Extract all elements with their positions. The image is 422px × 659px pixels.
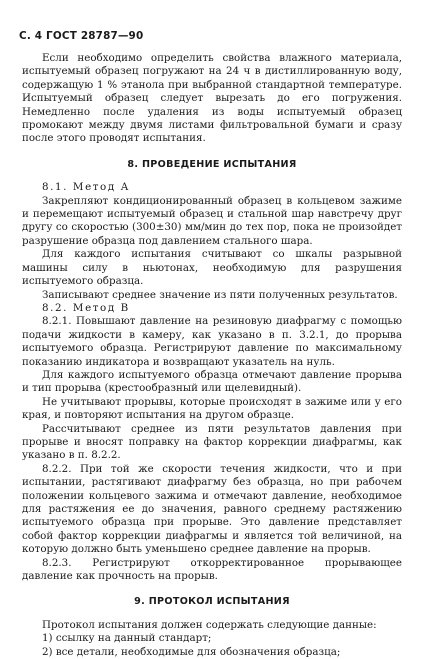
method-a-heading: 8.1. Метод А	[42, 181, 131, 194]
list-item: 1) ссылку на данный стандарт;	[42, 632, 212, 645]
paragraph-method-a-average: Записывают среднее значение из пяти полученных результатов.	[42, 288, 398, 301]
paragraph-method-a-procedure: Закрепляют кондиционированный образец в кольцевом зажиме и перемещают испытуемый образец и стальной шар навстречу друг другу со скоростью (300±30) мм/мин до тех пор, пока не произойдет разрушение образца под давлением стального шара.	[22, 194, 402, 247]
paragraph-method-a-reading: Для каждого испытания считывают со шкалы разрывной машины силу в ньютонах, необходимую для разрушения испытуемого образца.	[22, 248, 402, 288]
method-b-heading: 8.2. Метод В	[42, 301, 130, 314]
paragraph-protocol-intro: Протокол испытания должен содержать следующие данные:	[42, 618, 377, 631]
paragraph-average-correction: Рассчитывают среднее из пяти результатов давления при прорыве и вносят поправку на фактор коррекции диафрагмы, как указано в п. 8.2.2.	[22, 422, 402, 462]
paragraph-8-2-2: 8.2.2. При той же скорости течения жидкости, что и при испытании, растягивают диафрагму без образца, но при рабочем положении кольцевого зажима и отмечают давление, необходимое для растяжения ее до значения, равного среднему растяжению испытуемого образца при прорыве. Это давление представляет собой фактор коррекции диафрагмы и является той величиной, на которую должно быть уменьшено среднее давление на прорыв.	[22, 462, 402, 556]
paragraph-ignore-clamp-bursts: Не учитывают прорывы, которые происходят в зажиме или у его края, и повторяют испытания на другом образце.	[22, 395, 402, 422]
paragraph-wet-test: Если необходимо определить свойства влажного материала, испытуемый образец погружают на 24 ч в дистиллированную воду, содержащую 1 % этанола при выбранной стандартной температуре. Испытуемый образец следует вырезать до его погружения. Немедленно после удаления из воды испытуемый образец промокают между двумя листами фильтровальной бумаги и сразу после этого проводят испытания.	[22, 52, 402, 145]
section-8-title: 8. ПРОВЕДЕНИЕ ИСПЫТАНИЯ	[127, 158, 297, 170]
paragraph-8-2-1: 8.2.1. Повышают давление на резиновую диафрагму с помощью подачи жидкости в камеру, как указано в п. 3.2.1, до прорыва испытуемого образца. Регистрируют давление по максимальному показанию индикатора и возвращают указатель на нуль.	[22, 315, 402, 368]
document-body	[22, 52, 402, 659]
page-header: С. 4 ГОСТ 28787—90	[19, 30, 144, 42]
section-9-title: 9. ПРОТОКОЛ ИСПЫТАНИЯ	[134, 596, 290, 608]
paragraph-8-2-3: 8.2.3. Регистрируют откорректированное прорывающее давление как прочность на прорыв.	[22, 556, 402, 583]
list-item: 2) все детали, необходимые для обозначения образца;	[42, 645, 341, 658]
paragraph-burst-type: Для каждого испытуемого образца отмечают давление прорыва и тип прорыва (крестообразный или щелевидный).	[22, 368, 402, 395]
